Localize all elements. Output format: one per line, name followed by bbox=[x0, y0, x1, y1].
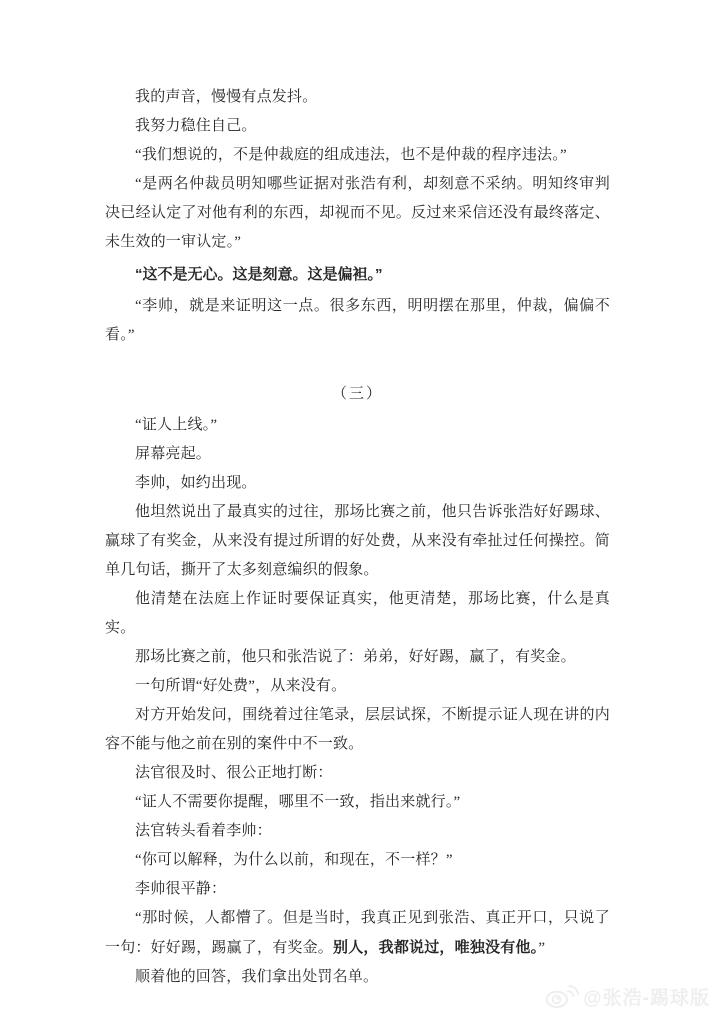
paragraph: 一句所谓“好处费”，从来没有。 bbox=[135, 678, 347, 694]
paragraph: 法官很及时、很公正地打断： bbox=[135, 765, 333, 781]
paragraph: 我的声音，慢慢有点发抖。 bbox=[135, 89, 318, 105]
paragraph: 他坦然说出了最真实的过往，那场比赛之前，他只告诉张浩好好踢球、赢球了有奖金，从来没有提过所谓的好处费，从来没有牵扯过任何操控。简单几句话，撕开了太多刻意编织的假象。 bbox=[105, 504, 610, 578]
paragraph: 屏幕亮起。 bbox=[135, 446, 212, 462]
paragraph-with-bold-run bbox=[105, 904, 610, 963]
paragraph: 对方开始发问，围绕着过往笔录，层层试探，不断提示证人现在讲的内容不能与他之前在别的案件中不一致。 bbox=[105, 707, 610, 752]
paragraph: “李帅，就是来证明这一点。很多东西，明明摆在那里，仲裁，偏偏不看。” bbox=[105, 298, 610, 343]
paragraph-text: “那时候，人都懵了。但是当时，我真正见到张浩、真正开口，只说了一句：好好踢，踢赢了，有奖金。 bbox=[105, 910, 610, 956]
paragraph: “你可以解释，为什么以前，和现在，不一样？” bbox=[135, 852, 453, 868]
paragraph: “我们想说的，不是仲裁庭的组成违法，也不是仲裁的程序违法。” bbox=[135, 147, 567, 163]
paragraph: “证人上线。” bbox=[135, 417, 218, 433]
paragraph-text: ” bbox=[538, 940, 546, 956]
paragraph: “是两名仲裁员明知哪些证据对张浩有利，却刻意不采纳。明知终审判决已经认定了对他有利的东西，却视而不见。反过来采信还没有最终落定、未生效的一审认定。” bbox=[105, 176, 610, 250]
section-heading: （三） bbox=[331, 386, 383, 402]
paragraph: 我努力稳住自己。 bbox=[135, 118, 257, 134]
watermark-handle: @张浩-踢球版 bbox=[583, 987, 710, 1009]
paragraph-bold-text: 别人，我都说过，唯独没有他。 bbox=[333, 939, 539, 956]
paragraph: 李帅很平静： bbox=[135, 881, 227, 897]
weibo-logo-icon bbox=[545, 982, 579, 1010]
paragraph: 顺着他的回答，我们拿出处罚名单。 bbox=[135, 969, 379, 985]
paragraph: “证人不需要你提醒，哪里不一致，指出来就行。” bbox=[135, 794, 461, 810]
paragraph: 那场比赛之前，他只和张浩说了：弟弟，好好踢，赢了，有奖金。 bbox=[135, 649, 576, 665]
weibo-watermark bbox=[545, 982, 710, 1010]
paragraph-bold-emphasis: “这不是无心。这是刻意。这是偏袒。” bbox=[135, 266, 383, 283]
paragraph: 法官转头看着李帅： bbox=[135, 823, 272, 839]
paragraph: 他清楚在法庭上作证时要保证真实，他更清楚，那场比赛，什么是真实。 bbox=[105, 591, 610, 636]
paragraph: 李帅，如约出现。 bbox=[135, 475, 257, 491]
